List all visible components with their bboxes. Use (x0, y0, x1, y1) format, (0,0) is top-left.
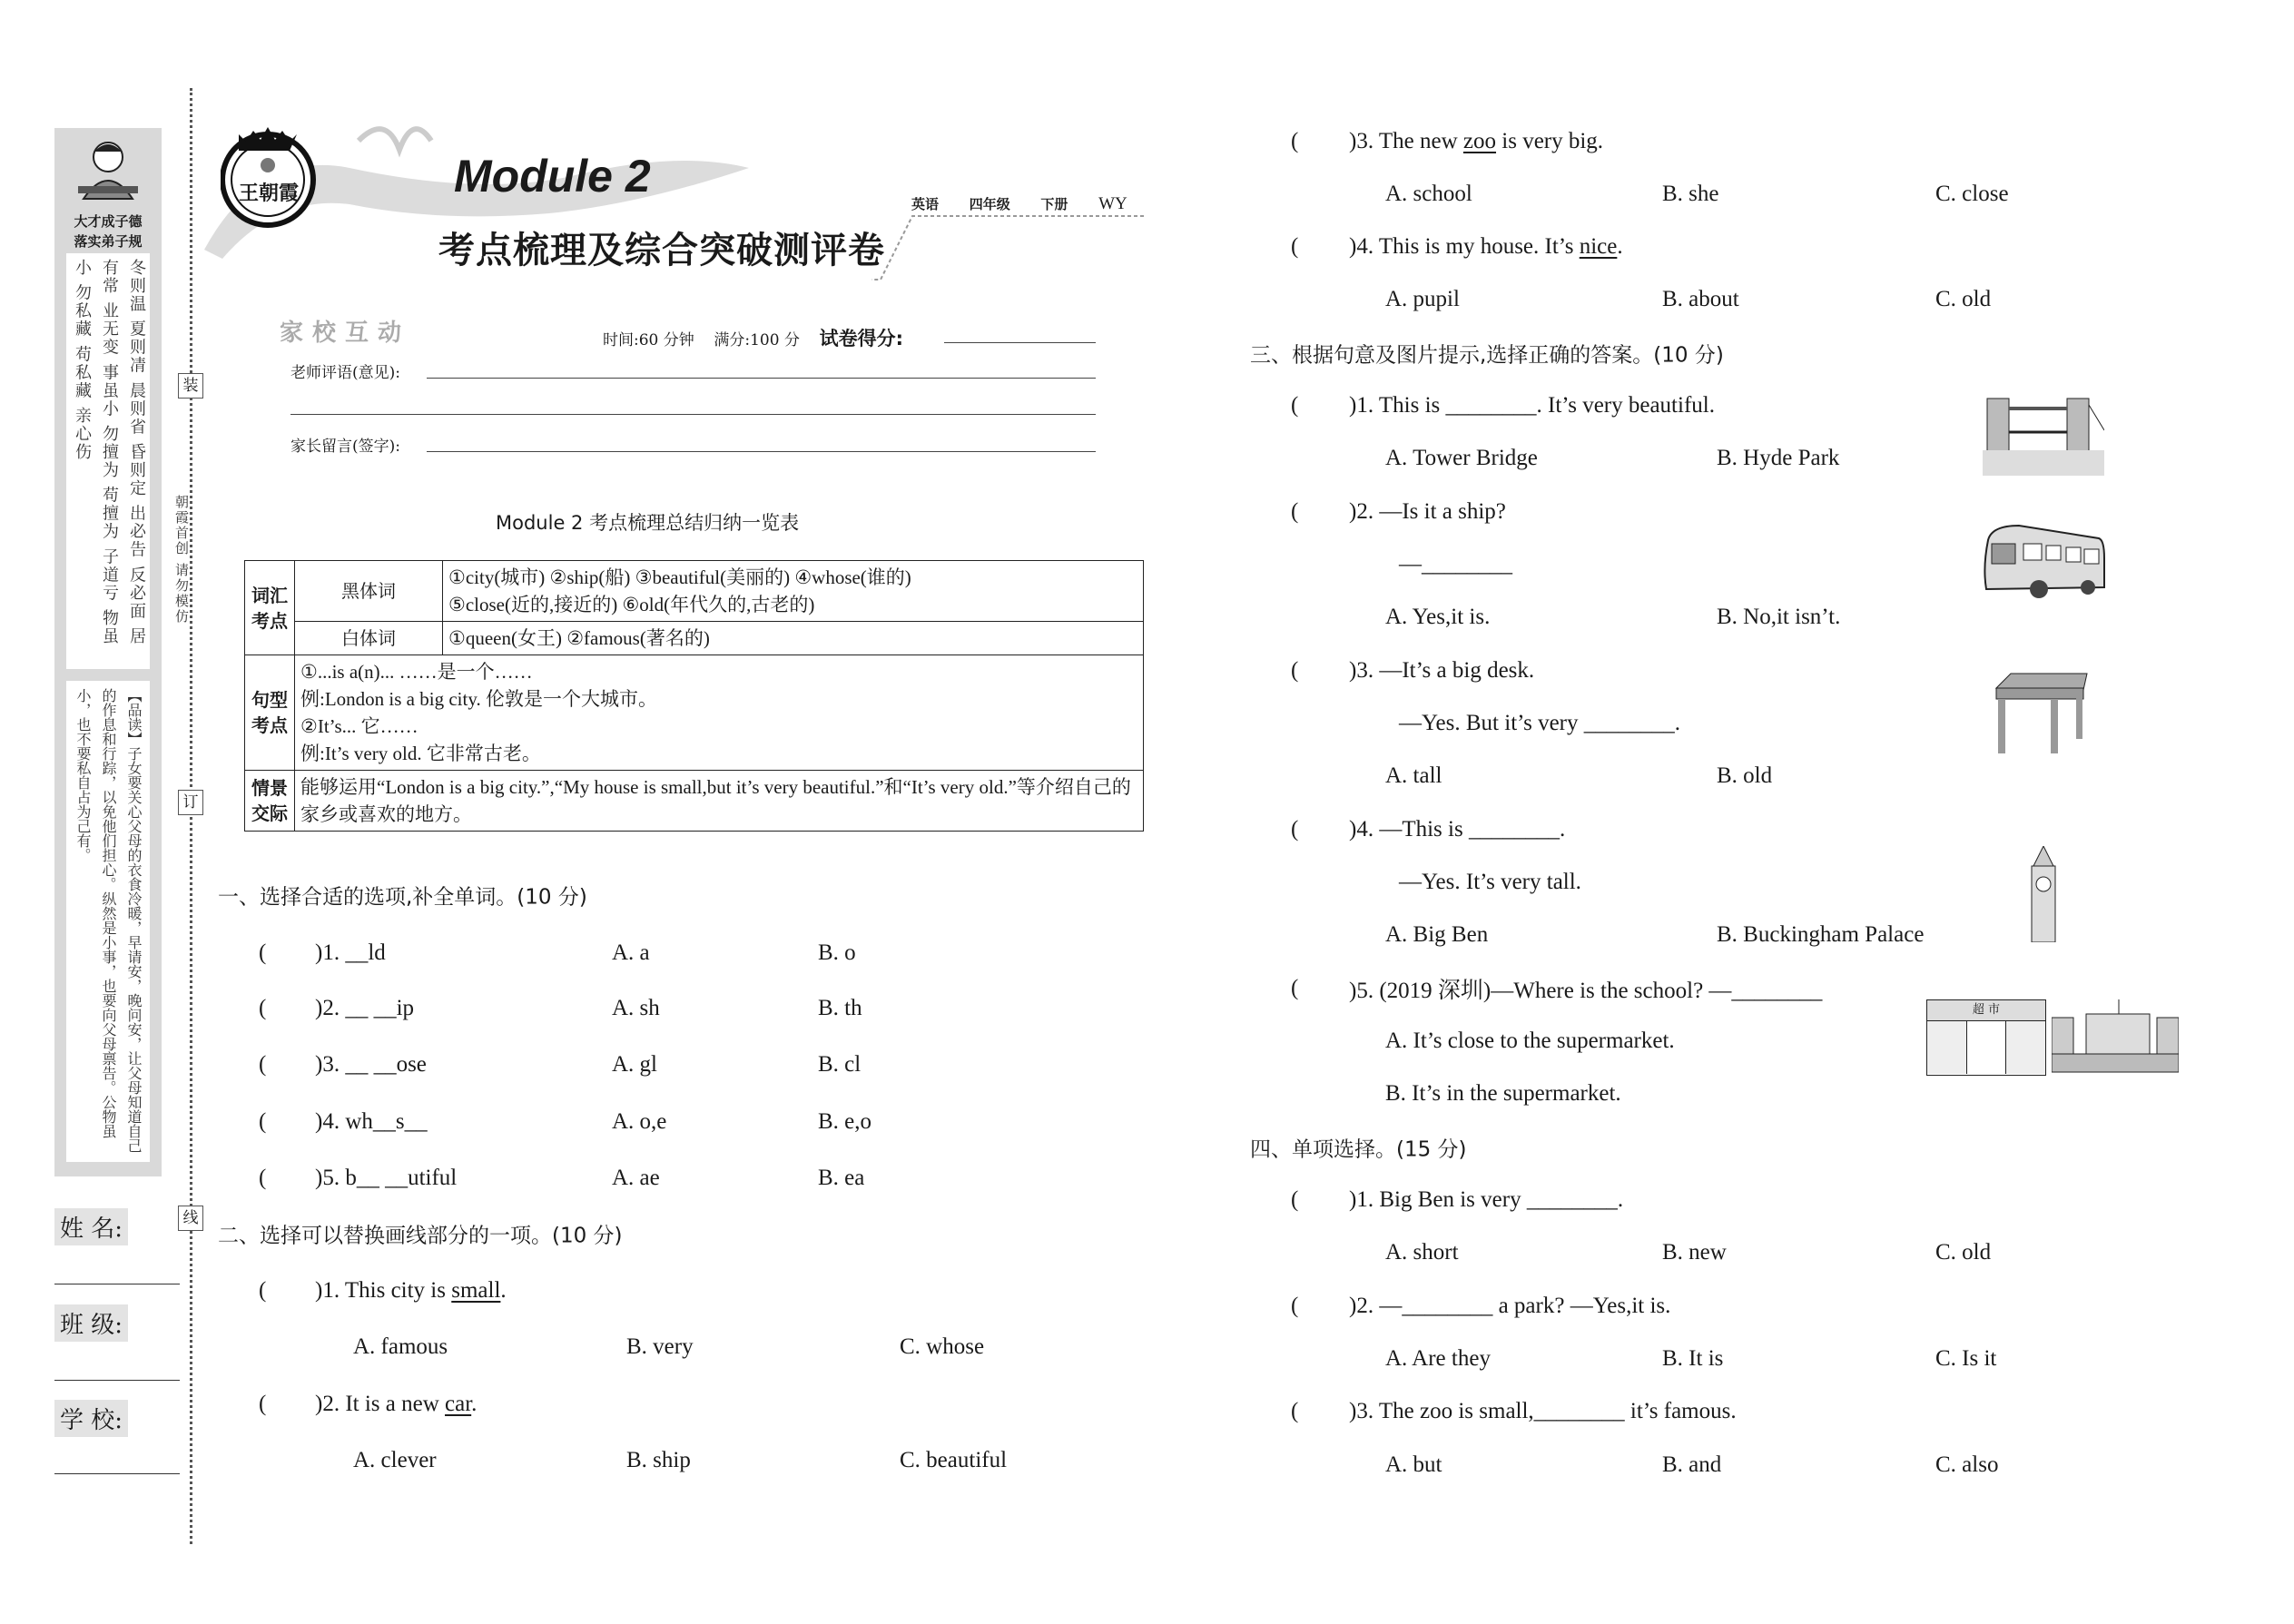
question-pre: __ __ip (340, 996, 415, 1020)
answer-option[interactable]: B. she (1662, 182, 1719, 206)
answer-paren[interactable]: ( (1291, 1187, 1299, 1212)
answer-paren[interactable]: ( (259, 1166, 267, 1190)
question-close: )4. (315, 1109, 340, 1134)
answer-option[interactable]: B. It is (1662, 1346, 1724, 1371)
answer-option[interactable]: A. Are they (1385, 1346, 1491, 1371)
question-close: )5. (1349, 979, 1374, 1003)
tower-bridge-picture (1983, 394, 2104, 476)
underlined-word: nice (1579, 234, 1618, 259)
grade: 四年级 (969, 196, 1010, 212)
question-second-line: —________ (1399, 552, 1512, 576)
underlined-word: zoo (1462, 129, 1497, 153)
answer-paren[interactable]: ( (1291, 234, 1299, 259)
answer-paren[interactable]: ( (1291, 658, 1299, 683)
answer-paren[interactable]: ( (1291, 817, 1299, 842)
supermarket-school-picture (1926, 999, 2046, 1076)
answer-option[interactable]: C. also (1935, 1452, 1999, 1477)
question-close: )1. (315, 940, 340, 965)
pattern-cell (295, 655, 1144, 771)
pattern-line: 例:It’s very old. 它非常古老。 (300, 743, 541, 764)
pattern-line: ①...is a(n)... ……是一个…… (300, 661, 533, 683)
question-text (1349, 658, 1534, 684)
summary-table-title: Module 2 考点梳理总结归纳一览表 (496, 512, 800, 534)
student-illustration-icon (76, 135, 140, 208)
copyright-warning: 朝霞首创 请勿模仿 (173, 495, 190, 625)
answer-option[interactable]: A. clever (353, 1448, 437, 1472)
plain-words: ①queen(女王) ②famous(著名的) (443, 622, 1144, 655)
question-close: )4. (1349, 234, 1374, 259)
underlined-word: small (451, 1278, 501, 1303)
answer-option[interactable]: A. tall (1385, 763, 1442, 788)
answer-option[interactable]: C. whose (900, 1334, 985, 1359)
question-pre: —It’s a big desk. (1373, 658, 1535, 683)
question-close: )1. (1349, 393, 1374, 418)
scene-label: 情景交际 (245, 771, 295, 832)
answer-option[interactable]: B. It’s in the supermarket. (1385, 1081, 1621, 1106)
brand-logo (221, 125, 316, 228)
answer-option[interactable]: B. o (818, 940, 856, 965)
question-pre: Big Ben is very ________. (1373, 1187, 1624, 1212)
motto-line-1: 大才成子德 (74, 213, 143, 230)
home-school-banner: 家校互动 (280, 320, 411, 347)
answer-option[interactable]: B. ea (818, 1166, 865, 1190)
binding-mark-zhuang: 装 (178, 373, 203, 399)
vocab-label: 词汇考点 (245, 561, 295, 655)
subject: 英语 (911, 196, 940, 212)
answer-option[interactable]: A. o,e (612, 1109, 667, 1134)
scene-text: 能够运用“London is a big city.”,“My house is small,but it’s very beautiful.”和“It’s very old.”等介绍自己的家乡或喜欢的地方。 (295, 771, 1144, 832)
section-heading: 四、单项选择。(15 分) (1250, 1137, 1467, 1162)
answer-paren[interactable]: ( (1291, 976, 1299, 1000)
school-label: 学 校: (54, 1400, 128, 1437)
answer-option[interactable]: A. gl (612, 1052, 657, 1077)
answer-paren[interactable]: ( (259, 996, 267, 1020)
binding-mark-xian: 线 (178, 1206, 203, 1231)
question-close: )2. (1349, 499, 1374, 524)
question-text (1349, 972, 1822, 1005)
teacher-comment-label: 老师评语(意见): (290, 364, 400, 382)
answer-option[interactable]: B. th (818, 996, 862, 1020)
answer-option[interactable]: B. about (1662, 287, 1739, 311)
answer-option[interactable]: A. school (1385, 182, 1472, 206)
question-close: )3. (315, 1052, 340, 1077)
question-pre: It is a new (340, 1392, 446, 1416)
pattern-line: 例:London is a big city. 伦敦是一个大城市。 (300, 688, 657, 710)
question-pre: The zoo is small,________ it’s famous. (1373, 1399, 1737, 1423)
desk-picture (1993, 672, 2089, 755)
question-text (315, 1109, 428, 1135)
supermarket-sign: 超 市 (1927, 1000, 2045, 1021)
volume: 下册 (1040, 196, 1068, 212)
exam-meta (603, 324, 903, 351)
question-text (315, 1278, 507, 1304)
question-close: )3. (1349, 129, 1374, 153)
section-heading: 三、根据句意及图片提示,选择正确的答案。(10 分) (1250, 343, 1724, 368)
answer-option[interactable]: B. very (626, 1334, 694, 1359)
answer-option[interactable]: B. Buckingham Palace (1717, 922, 1925, 947)
question-text (1349, 234, 1623, 260)
question-text (315, 940, 386, 966)
answer-option[interactable]: C. close (1935, 182, 2009, 206)
answer-option[interactable]: A. pupil (1385, 287, 1460, 311)
binding-cut-line (190, 88, 192, 1544)
parent-message-label: 家长留言(签字): (290, 438, 400, 456)
answer-option[interactable]: A. It’s close to the supermarket. (1385, 1029, 1675, 1053)
question-post: is very big. (1496, 129, 1604, 153)
question-close: )1. (1349, 1187, 1374, 1212)
answer-option[interactable]: B. old (1717, 763, 1773, 788)
answer-option[interactable]: A. short (1385, 1240, 1459, 1265)
question-post: . (500, 1278, 507, 1303)
question-close: )5. (315, 1166, 340, 1190)
answer-paren[interactable]: ( (259, 940, 267, 965)
answer-option[interactable]: B. ship (626, 1448, 691, 1472)
question-post: . (1617, 234, 1623, 259)
question-pre: This is my house. It’s (1373, 234, 1580, 259)
answer-option[interactable]: C. Is it (1935, 1346, 1997, 1371)
answer-option[interactable]: A. Yes,it is. (1385, 605, 1491, 629)
question-text (1349, 393, 1715, 418)
answer-paren[interactable]: ( (1291, 1399, 1299, 1423)
question-close: )4. (1349, 817, 1374, 842)
binding-mark-ding: 订 (178, 790, 203, 815)
answer-paren[interactable]: ( (259, 1392, 267, 1416)
question-close: )3. (1349, 1399, 1374, 1423)
question-pre: (2019 深圳)—Where is the school? —________ (1373, 979, 1823, 1003)
score-input-line[interactable] (944, 342, 1096, 343)
underlined-word: car (445, 1392, 472, 1416)
class-label: 班 级: (54, 1304, 128, 1342)
module-title: Module 2 (454, 151, 651, 202)
class-input-line[interactable] (54, 1380, 180, 1381)
score-label: 试卷得分: (819, 328, 904, 349)
answer-option[interactable]: A. sh (612, 996, 660, 1020)
answer-option[interactable]: B. e,o (818, 1109, 872, 1134)
pattern-label: 句型考点 (245, 655, 295, 771)
course-info (911, 194, 1127, 214)
question-second-line: —Yes. It’s very tall. (1399, 870, 1581, 894)
answer-option[interactable]: A. famous (353, 1334, 448, 1359)
bold-words-1: ①city(城市) ②ship(船) ③beautiful(美丽的) ④whose(谁的) (448, 566, 911, 588)
school-input-line[interactable] (54, 1473, 180, 1474)
answer-option[interactable]: A. Big Ben (1385, 922, 1489, 947)
question-close: )1. (315, 1278, 340, 1303)
question-text (315, 1392, 477, 1417)
question-text (315, 996, 414, 1021)
summary-table (244, 560, 1144, 832)
answer-option[interactable]: B. cl (818, 1052, 861, 1077)
name-label: 姓 名: (54, 1208, 128, 1245)
big-ben-picture (2026, 846, 2061, 942)
question-pre: The new (1373, 129, 1463, 153)
bold-words-label: 黑体词 (295, 561, 443, 622)
time-limit: 时间:60 分钟 (603, 331, 694, 349)
pindu-commentary: 【品读】子女要关心父母的衣食冷暖，早请安，晚问安，让父母知道自己的作息和行踪，以免他们担心。纵然是小事，也要向父母禀告。公物虽小，也不要私自占为己有。 (66, 681, 150, 1162)
question-text (315, 1166, 457, 1191)
question-close: )2. (315, 996, 340, 1020)
answer-option[interactable]: A. Tower Bridge (1385, 446, 1538, 470)
answer-option[interactable]: C. old (1935, 1240, 1992, 1265)
question-text (315, 1052, 427, 1078)
answer-option[interactable]: A. but (1385, 1452, 1442, 1477)
answer-option[interactable]: B. No,it isn’t. (1717, 605, 1841, 629)
question-text (1349, 129, 1603, 154)
question-pre: This city is (340, 1278, 452, 1303)
parent-message-line[interactable] (427, 451, 1096, 452)
answer-paren[interactable]: ( (1291, 129, 1299, 153)
question-text (1349, 499, 1506, 525)
question-pre: b__ __utiful (340, 1166, 458, 1190)
logo-text: 王朝霞 (239, 182, 300, 205)
question-pre: This is ________. It’s very beautiful. (1373, 393, 1715, 418)
answer-paren[interactable]: ( (1291, 499, 1299, 524)
motto-line-2: 落实弟子规 (74, 233, 143, 250)
edition: WY (1098, 194, 1127, 213)
answer-option[interactable]: B. and (1662, 1452, 1722, 1477)
answer-option[interactable]: A. ae (612, 1166, 660, 1190)
question-post: . (471, 1392, 478, 1416)
answer-paren[interactable]: ( (1291, 393, 1299, 418)
question-close: )2. (1349, 1294, 1374, 1318)
question-text (1349, 1399, 1737, 1424)
question-pre: —Is it a ship? (1373, 499, 1506, 524)
school-building-picture (2052, 999, 2179, 1076)
question-text (1349, 1187, 1623, 1213)
di-zi-gui-poem: 冬则温 夏则凊 晨则省 昏则定 出必告 反必面 居有常 业无变 事虽小 勿擅为 苟擅为 子道亏 物虽小 勿私藏 苟私藏 亲心伤 (66, 253, 150, 669)
bus-picture (1983, 522, 2106, 600)
question-second-line: —Yes. But it’s very ________. (1399, 711, 1680, 735)
question-text (1349, 1294, 1670, 1319)
question-pre: __ld (340, 940, 386, 965)
page-title: 考点梳理及综合突破测评卷 (438, 229, 885, 271)
bold-words-cell (443, 561, 1144, 622)
full-score: 满分:100 分 (714, 331, 800, 349)
question-close: )3. (1349, 658, 1374, 683)
answer-paren[interactable]: ( (259, 1052, 267, 1077)
teacher-comment-line-2[interactable] (290, 414, 1096, 415)
answer-option[interactable]: B. Hyde Park (1717, 446, 1840, 470)
answer-paren[interactable]: ( (1291, 1294, 1299, 1318)
sidebar-panel (54, 128, 162, 1176)
question-pre: __ __ose (340, 1052, 427, 1077)
answer-option[interactable]: C. beautiful (900, 1448, 1008, 1472)
teacher-comment-line[interactable] (427, 378, 1096, 379)
plain-words-label: 白体词 (295, 622, 443, 655)
answer-option[interactable]: C. old (1935, 287, 1992, 311)
answer-paren[interactable]: ( (259, 1109, 267, 1134)
answer-option[interactable]: B. new (1662, 1240, 1727, 1265)
section-heading: 一、选择合适的选项,补全单词。(10 分) (218, 885, 587, 910)
pattern-line: ②It’s... 它…… (300, 715, 418, 737)
bold-words-2: ⑤close(近的,接近的) ⑥old(年代久的,古老的) (448, 594, 815, 615)
question-pre: —________ a park? —Yes,it is. (1373, 1294, 1671, 1318)
question-close: )2. (315, 1392, 340, 1416)
answer-paren[interactable]: ( (259, 1278, 267, 1303)
question-pre: wh__s__ (340, 1109, 428, 1134)
question-text (1349, 817, 1565, 842)
section-heading: 二、选择可以替换画线部分的一项。(10 分) (218, 1224, 623, 1248)
dotted-decoration-icon (871, 214, 1162, 287)
answer-option[interactable]: A. a (612, 940, 650, 965)
question-pre: —This is ________. (1373, 817, 1566, 842)
